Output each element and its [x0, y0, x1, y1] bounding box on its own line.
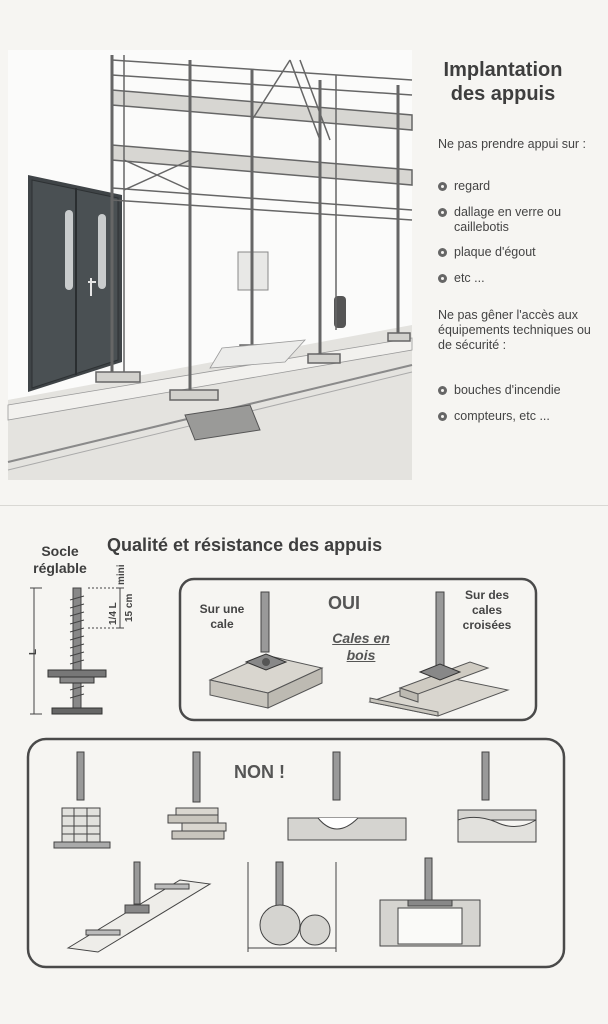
sur-une-cale-label: Sur une cale	[199, 602, 245, 631]
label-L: L	[28, 648, 39, 655]
label-mini: mini	[116, 564, 127, 585]
oui-label: OUI	[328, 593, 361, 613]
section-title-qualite: Qualité et résistance des appuis	[107, 535, 383, 555]
list-item-text: plaque d'égout	[454, 245, 536, 259]
list-item-text: regard	[454, 179, 491, 193]
label-15cm: 15 cm	[124, 593, 135, 622]
list-item-text: compteurs, etc ...	[454, 409, 550, 423]
socle-label: Socle réglable	[33, 543, 87, 576]
label-quarter-L: 1/4 L	[108, 602, 119, 625]
list-item-text: dallage en verre ou caillebotis	[454, 205, 562, 234]
section-title-implantation: Implantation des appuis	[443, 59, 563, 105]
list-item-text: etc ...	[454, 271, 485, 285]
list-item-text: bouches d'incendie	[454, 383, 561, 397]
intro-paragraph-2: Ne pas gêner l'accès aux équipements techniques ou de sécurité :	[438, 308, 591, 352]
sur-cales-croisees-label: Sur des cales croisées	[462, 588, 512, 632]
non-label: NON !	[234, 762, 285, 782]
jack-shaft	[77, 752, 84, 800]
cales-en-bois-label: Cales en bois	[332, 630, 390, 663]
intro-paragraph-1: Ne pas prendre appui sur :	[438, 137, 587, 151]
bad-examples	[54, 752, 536, 952]
